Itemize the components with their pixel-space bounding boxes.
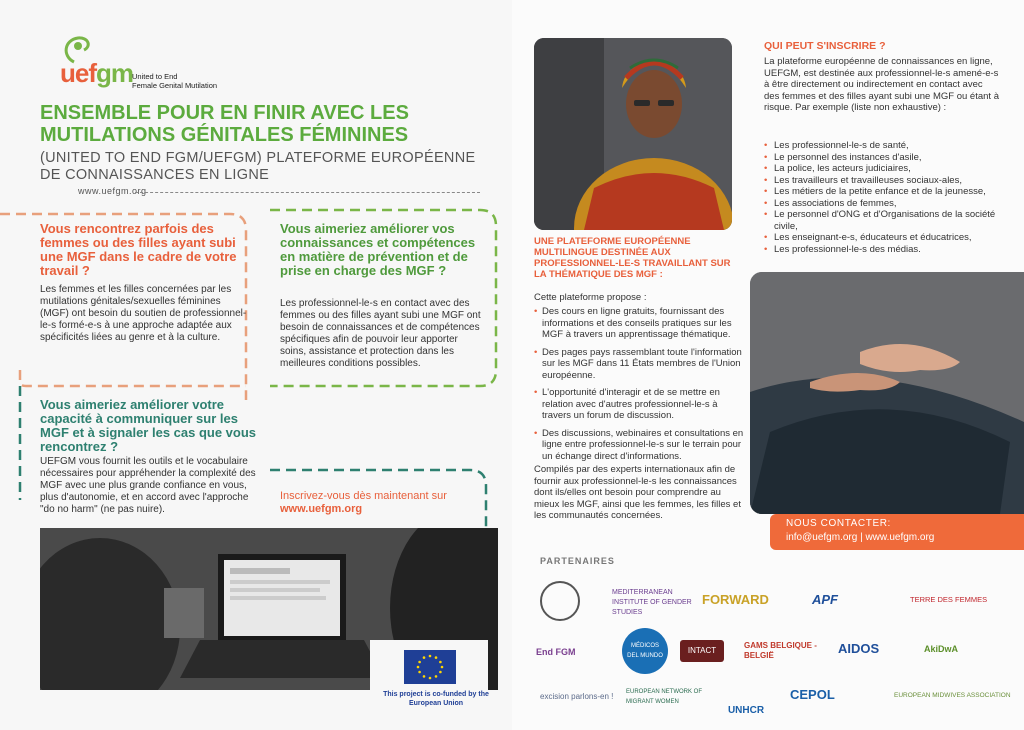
partner-logo[interactable] xyxy=(744,636,824,666)
partner-name: FORWARD xyxy=(702,592,769,607)
hands-photo xyxy=(750,272,1024,514)
platform-footer: Compilés par des experts internationaux afin de fournir aux professionnel-le-s les connaissances dont ils/elles ont besoin pour comprendre au mieux les MGF, ainsi que les femmes, les filles et les communautés concernées. xyxy=(534,464,741,521)
partner-logo[interactable] xyxy=(910,588,1010,612)
logo-tagline: United to End Female Genital Mutilation xyxy=(132,72,218,90)
who-list xyxy=(764,140,1000,255)
list-item: • Les professionnel-le-s des médias. xyxy=(764,244,1000,256)
partner-logo[interactable] xyxy=(540,578,600,624)
main-title: ENSEMBLE POUR EN FINIR AVEC LES MUTILATIONS GÉNITALES FÉMININES xyxy=(40,102,409,146)
contact-banner xyxy=(770,514,1024,550)
partner-name: AIDOS xyxy=(838,641,880,656)
eu-funding-text: This project is co-funded by the European Union xyxy=(383,691,489,707)
list-item: • Le personnel d'ONG et d'Organisations de la société civile, xyxy=(764,209,1000,232)
partner-name: AkiDwA xyxy=(924,644,959,654)
partner-name: GAMS BELGIQUE - BELGIË xyxy=(744,641,817,660)
partner-logo[interactable] xyxy=(924,632,1014,666)
partners-title: PARTENAIRES xyxy=(540,556,615,566)
list-item: • La police, les acteurs judiciaires, xyxy=(764,163,1000,175)
list-item: • Des pages pays rassemblant toute l'information sur les MGF dans 11 États membres de l'Union européenne. xyxy=(534,347,746,382)
partner-name: EUROPEAN NETWORK OF MIGRANT WOMEN xyxy=(626,689,703,705)
cta-text: Inscrivez-vous dès maintenant sur xyxy=(280,490,447,502)
partner-name: End FGM xyxy=(536,647,576,657)
partner-name: CEPOL xyxy=(790,687,835,702)
partner-name: excision parlons-en ! xyxy=(540,692,614,701)
partner-logo[interactable] xyxy=(612,588,692,618)
partner-name: EUROPEAN MIDWIVES ASSOCIATION xyxy=(894,692,1011,699)
section-2-title: Vous aimeriez améliorer vos connaissances et compétences en matière de prévention et de prise en charge des MGF ? xyxy=(280,221,476,278)
contact-title: NOUS CONTACTER: xyxy=(786,518,891,529)
list-item: • Les enseignant-e-s, éducateurs et éducatrices, xyxy=(764,232,1000,244)
partner-logo[interactable] xyxy=(838,636,918,662)
partner-logo[interactable] xyxy=(718,670,774,716)
logo-wordmark: uefgm xyxy=(60,58,133,88)
partner-name: MÉDICOS DEL MUNDO xyxy=(627,643,663,659)
cta-url-link[interactable]: www.uefgm.org xyxy=(280,503,363,515)
list-item: • Les métiers de la petite enfance et de la jeunesse, xyxy=(764,186,1000,198)
partner-logo[interactable] xyxy=(622,628,668,674)
subtitle: (UNITED TO END FGM/UEFGM) PLATEFORME EUROPÉENNE DE CONNAISSANCES EN LIGNE xyxy=(40,150,476,183)
partner-name: MEDITERRANEAN INSTITUTE OF GENDER STUDIES xyxy=(612,589,692,616)
partner-logo[interactable] xyxy=(702,588,792,612)
list-item: • Les travailleurs et travailleuses sociaux-ales, xyxy=(764,175,1000,187)
list-item: • Des cours en ligne gratuits, fournissant des informations et des conseils pratiques sur les MGF à travers un apprentissage thématique. xyxy=(534,306,746,341)
contact-link[interactable]: info@uefgm.org | www.uefgm.org xyxy=(786,532,935,543)
partner-name: UNHCR xyxy=(727,705,765,716)
partner-logo[interactable] xyxy=(680,640,724,662)
eu-flag-icon xyxy=(404,650,456,684)
divider xyxy=(135,192,480,193)
list-item: • Des discussions, webinaires et consultations en ligne entre professionnel-le-s sur le terrain pour un échange direct d'informations. xyxy=(534,428,746,463)
woman-portrait-photo xyxy=(534,38,732,230)
partner-name: TERRE DES FEMMES xyxy=(910,595,988,604)
partner-logo[interactable] xyxy=(536,640,616,664)
list-item: • Les professionnel-le-s de santé, xyxy=(764,140,1000,152)
list-item: • Les associations de femmes, xyxy=(764,198,1000,210)
uefgm-logo xyxy=(52,34,242,90)
partner-logo[interactable] xyxy=(626,682,706,712)
list-item: • L'opportunité d'interagir et de se mettre en relation avec d'autres professionnel-le-s à travers un forum de discussion. xyxy=(534,387,746,422)
section-3-body: UEFGM vous fournit les outils et le vocabulaire nécessaires pour appréhender la complexité des MGF avec une plus grande confiance en vous, plus d'autonomie, et en accord avec l'approche "do no harm" (ne pas nuire). xyxy=(40,456,256,515)
header-url[interactable]: www.uefgm.org xyxy=(78,186,147,196)
platform-title: UNE PLATEFORME EUROPÉENNE MULTILINGUE DESTINÉE AUX PROFESSIONNEL-LE-S TRAVAILLANT SUR LA THÉMATIQUE DES MGF : xyxy=(534,236,731,280)
platform-intro: Cette plateforme propose : xyxy=(534,292,647,303)
section-1-title: Vous rencontrez parfois des femmes ou des filles ayant subi une MGF dans le cadre de votre travail ? xyxy=(40,221,237,278)
who-body: La plateforme européenne de connaissances en ligne, UEFGM, est destinée aux professionnel-le-s amené-e-s à être directement ou indirectement en contact avec des femmes et des filles ayant subi une MGF ou étant à risque. Par exemple (liste non exhaustive) : xyxy=(764,56,999,113)
list-item: • Le personnel des instances d'asile, xyxy=(764,152,1000,164)
partner-logo[interactable] xyxy=(894,684,1014,708)
partner-logo[interactable] xyxy=(540,682,620,712)
section-2-body: Les professionnel-le-s en contact avec des femmes ou des filles ayant subi une MGF ont besoin de connaissances et de compétences spécifiques afin de pouvoir leur apporter soins, assistance et protection dans les meilleures conditions possibles. xyxy=(280,298,481,369)
university-seal-icon xyxy=(540,581,580,621)
partner-logo[interactable] xyxy=(790,680,880,710)
section-1-body: Les femmes et les filles concernées par les mutilations génitales/sexuelles féminines (MGF) ont besoin du soutien de professionnel-le-s formé-e-s à une approche adaptée aux spécificités liées au genre et à la culture. xyxy=(40,284,247,343)
platform-list xyxy=(534,306,746,468)
section-3-title: Vous aimeriez améliorer votre capacité à communiquer sur les MGF et à signaler les cas que vous rencontrez ? xyxy=(40,397,257,454)
partner-logo[interactable] xyxy=(812,588,872,612)
partner-name: INTACT xyxy=(687,646,717,655)
who-title: QUI PEUT S'INSCRIRE ? xyxy=(764,40,886,52)
partner-name: APF xyxy=(812,592,838,607)
